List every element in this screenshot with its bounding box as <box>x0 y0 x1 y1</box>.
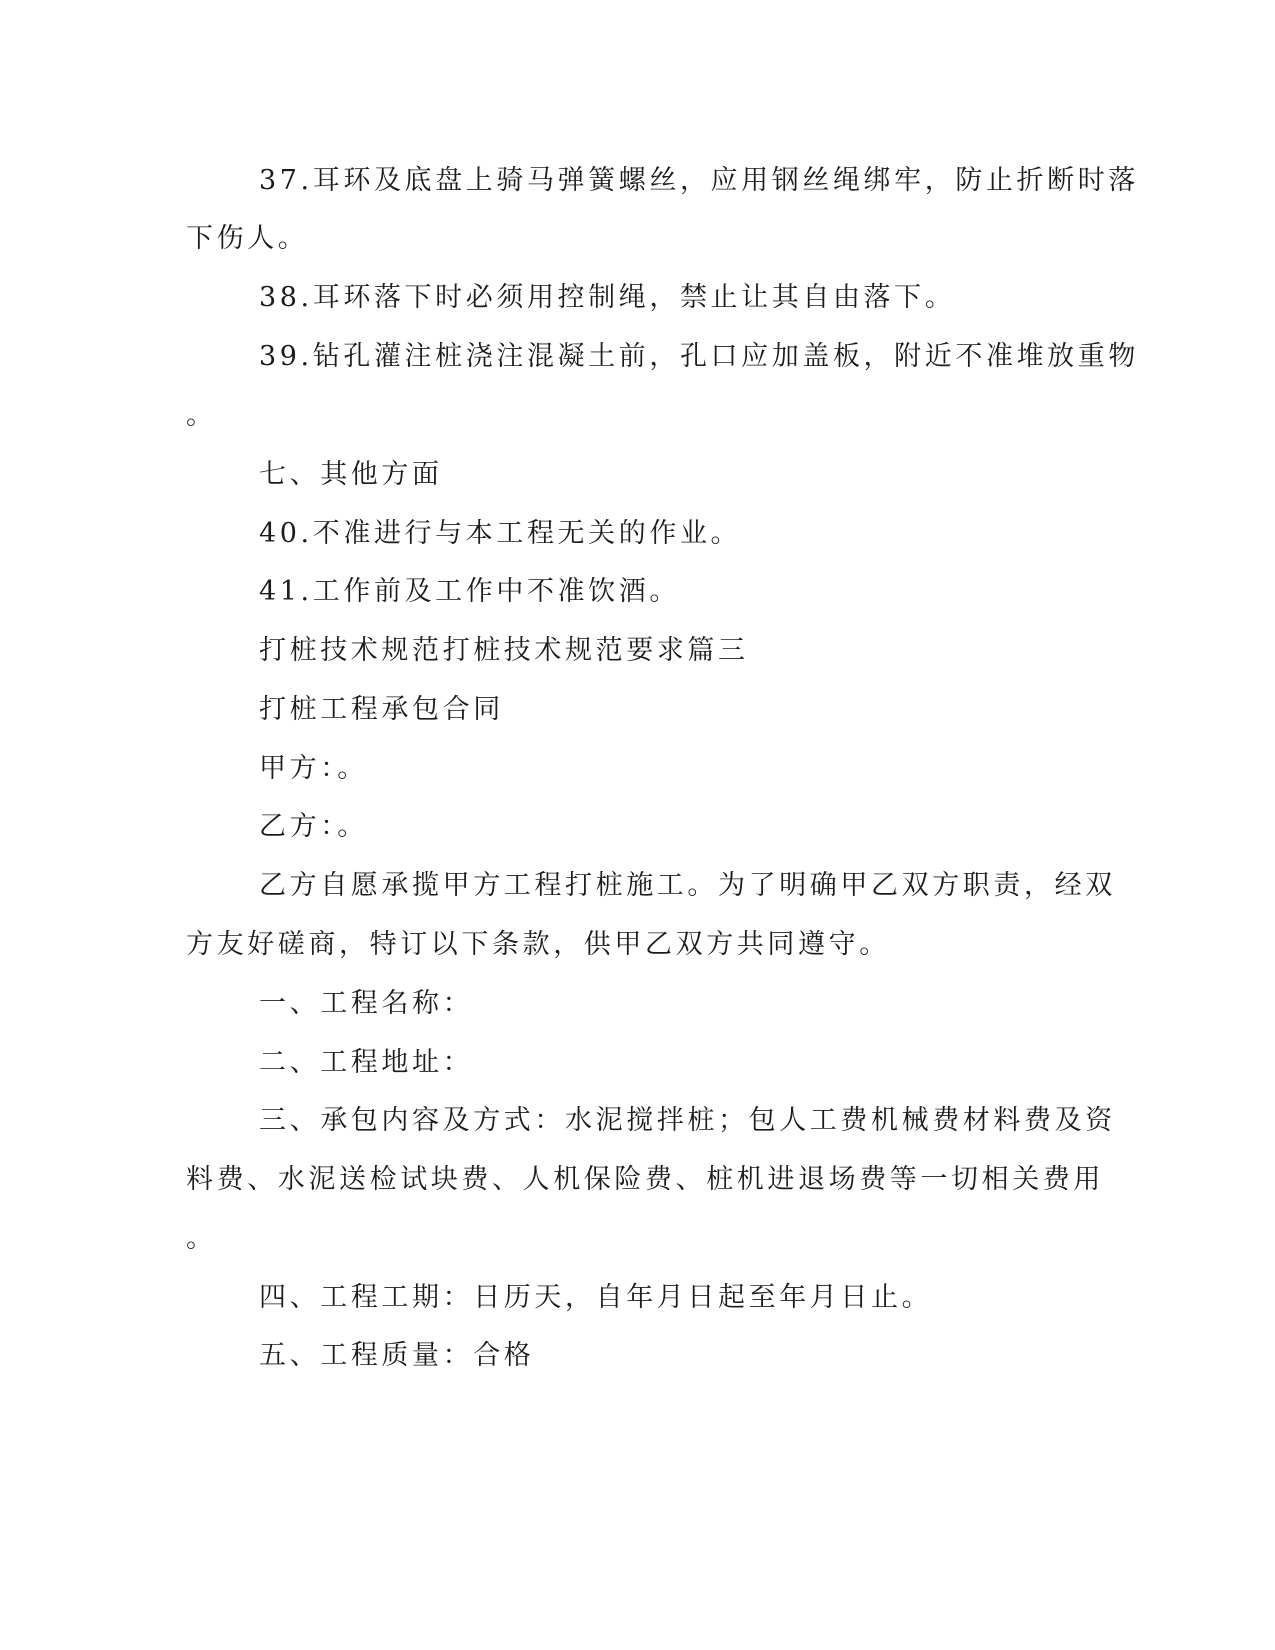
clause-line: 二、工程地址： <box>259 1047 474 1078</box>
party-b-line: 乙方：。 <box>259 811 368 842</box>
text-line: 38.耳环落下时必须用控制绳，禁止让其自由落下。 <box>259 282 956 313</box>
clause-line: 一、工程名称： <box>259 988 474 1019</box>
text-line: 41.工作前及工作中不准饮酒。 <box>259 576 680 607</box>
clause-line: 四、工程工期：日历天，自年月日起至年月日止。 <box>259 1282 933 1313</box>
clause-line: 五、工程质量：合格 <box>259 1340 535 1371</box>
text-line: 料费、水泥送检试块费、人机保险费、桩机进退场费等一切相关费用 <box>186 1164 1104 1195</box>
text-line: 。 <box>186 1223 217 1254</box>
text-line: 37.耳环及底盘上骑马弹簧螺丝，应用钢丝绳绑牢，防止折断时落 <box>259 165 1139 196</box>
text-line: 下伤人。 <box>186 223 309 254</box>
chapter-title: 打桩技术规范打桩技术规范要求篇三 <box>259 635 749 666</box>
text-line: 方友好磋商，特订以下条款，供甲乙双方共同遵守。 <box>186 929 890 960</box>
contract-title: 打桩工程承包合同 <box>259 694 504 725</box>
text-line: 40.不准进行与本工程无关的作业。 <box>259 518 742 549</box>
section-heading: 七、其他方面 <box>259 459 443 490</box>
party-a-line: 甲方：。 <box>259 753 368 784</box>
text-line: 。 <box>186 400 217 431</box>
text-line: 乙方自愿承揽甲方工程打桩施工。为了明确甲乙双方职责，经双 <box>259 870 1116 901</box>
text-line: 39.钻孔灌注桩浇注混凝土前，孔口应加盖板，附近不准堆放重物 <box>259 341 1139 372</box>
clause-line: 三、承包内容及方式：水泥搅拌桩；包人工费机械费材料费及资 <box>259 1105 1116 1136</box>
